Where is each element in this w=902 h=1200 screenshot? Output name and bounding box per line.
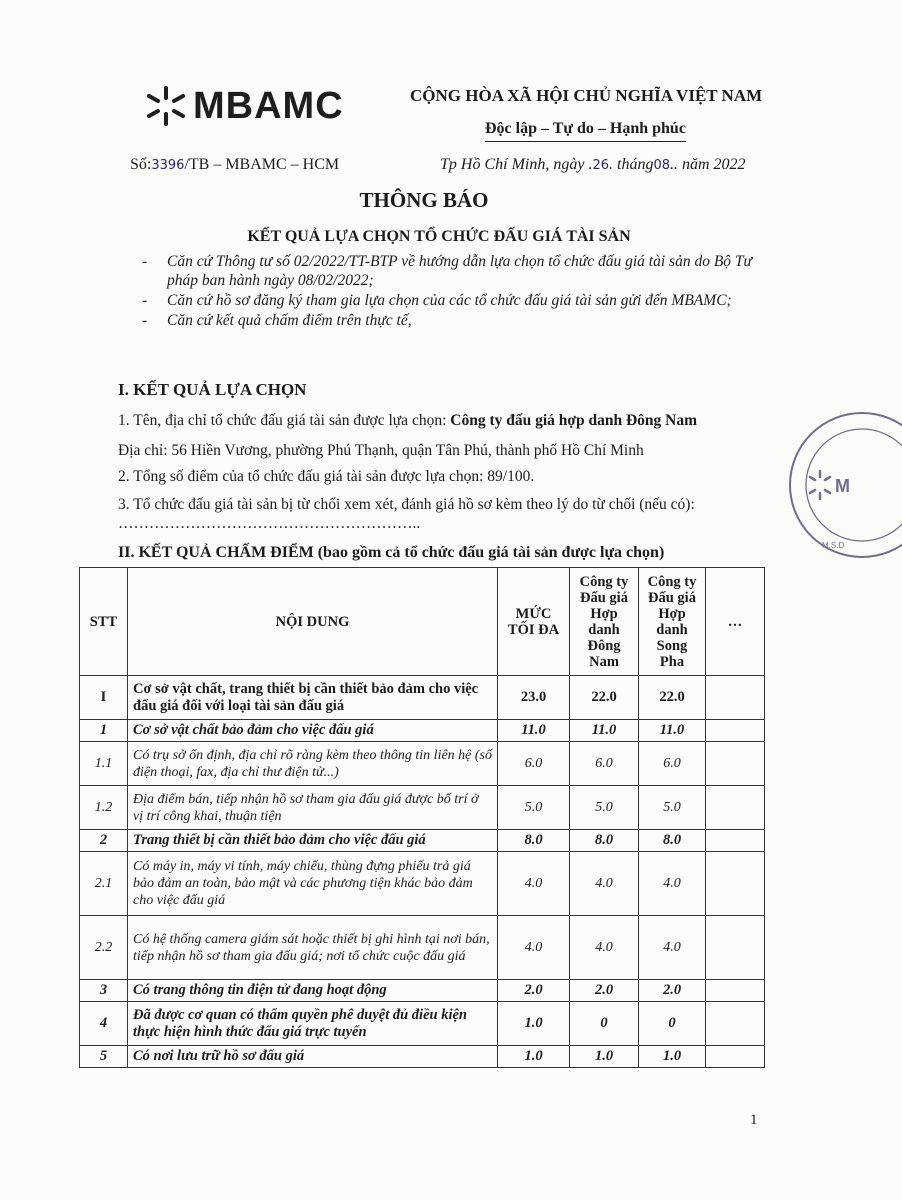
cell-more bbox=[706, 742, 765, 786]
cell-company1: 4.0 bbox=[570, 852, 639, 916]
header-stt: STT bbox=[80, 568, 128, 676]
cell-company1: 2.0 bbox=[570, 980, 639, 1002]
item1-label: 1. Tên, địa chỉ tổ chức đấu giá tài sản được lựa chọn: bbox=[118, 412, 451, 429]
legal-basis-item: - Căn cứ Thông tư số 02/2022/TT-BTP về hướng dẫn lựa chọn tổ chức đấu giá tài sản do Bộ Tư pháp ban hành ngày 08/02/2022; bbox=[140, 252, 760, 290]
organization-address: Địa chỉ: 56 Hiền Vương, phường Phú Thạnh, quận Tân Phú, thành phố Hồ Chí Minh bbox=[118, 442, 644, 459]
cell-max: 5.0 bbox=[498, 786, 570, 830]
date-month: 08 bbox=[653, 158, 670, 173]
cell-company2: 8.0 bbox=[639, 830, 706, 852]
cell-more bbox=[706, 1046, 765, 1068]
cell-more bbox=[706, 676, 765, 720]
place-prefix: Tp Hồ Chí Minh, ngày . bbox=[440, 156, 593, 173]
cell-content: Cơ sở vật chất, trang thiết bị cần thiết bảo đảm cho việc đấu giá đối với loại tài sản đấu giá bbox=[128, 676, 498, 720]
cell-company1: 6.0 bbox=[570, 742, 639, 786]
cell-max: 1.0 bbox=[498, 1002, 570, 1046]
rejected-organizations-line: 3. Tổ chức đấu giá tài sản bị từ chối xem xét, đánh giá hồ sơ kèm theo lý do từ chối (nếu có): ………………………………………………….. bbox=[118, 496, 695, 532]
cell-max: 4.0 bbox=[498, 852, 570, 916]
header-max-score: MỨC TỐI ĐA bbox=[498, 568, 570, 676]
cell-company2: 6.0 bbox=[639, 742, 706, 786]
cell-company1: 1.0 bbox=[570, 1046, 639, 1068]
table-row bbox=[80, 720, 765, 742]
total-score-line: 2. Tổng số điểm của tổ chức đấu giá tài sản được lựa chọn: 89/100. bbox=[118, 468, 535, 485]
cell-company2: 4.0 bbox=[639, 916, 706, 980]
legal-basis-item: - Căn cứ hồ sơ đăng ký tham gia lựa chọn của các tổ chức đấu giá tài sản gửi đến MBAMC; bbox=[140, 291, 760, 310]
legal-basis-list bbox=[140, 252, 760, 331]
cell-stt: I bbox=[80, 676, 128, 720]
national-title: CỘNG HÒA XÃ HỘI CHỦ NGHĨA VIỆT NAM bbox=[410, 86, 763, 105]
table-header-row bbox=[80, 568, 765, 676]
table-row bbox=[80, 742, 765, 786]
stamp-text: M.S.D bbox=[822, 541, 845, 550]
cell-max: 6.0 bbox=[498, 742, 570, 786]
cell-company2: 5.0 bbox=[639, 786, 706, 830]
cell-company2: 11.0 bbox=[639, 720, 706, 742]
doc-no-handwritten: 3396 bbox=[151, 158, 185, 173]
cell-content: Có trang thông tin điện tử đang hoạt động bbox=[128, 980, 498, 1002]
section-2-heading: II. KẾT QUẢ CHẤM ĐIỂM (bao gồm cả tổ chức đấu giá tài sản được lựa chọn) bbox=[118, 544, 665, 561]
table-row bbox=[80, 916, 765, 980]
cell-company1: 4.0 bbox=[570, 916, 639, 980]
cell-company2: 22.0 bbox=[639, 676, 706, 720]
cell-max: 23.0 bbox=[498, 676, 570, 720]
cell-more bbox=[706, 786, 765, 830]
cell-content: Trang thiết bị cần thiết bảo đảm cho việc đấu giá bbox=[128, 830, 498, 852]
doc-no-suffix: /TB – MBAMC – HCM bbox=[184, 156, 340, 173]
header-company-song-pha: Công ty Đấu giá Hợp danh Song Pha bbox=[639, 568, 706, 676]
cell-stt: 2.2 bbox=[80, 916, 128, 980]
cell-stt: 5 bbox=[80, 1046, 128, 1068]
page-number: 1 bbox=[750, 1112, 758, 1128]
cell-company1: 5.0 bbox=[570, 786, 639, 830]
cell-more bbox=[706, 1002, 765, 1046]
table-row bbox=[80, 1002, 765, 1046]
document-title: THÔNG BÁO bbox=[359, 188, 489, 212]
selected-organization-name: Công ty đấu giá hợp danh Đông Nam bbox=[450, 412, 698, 429]
cell-stt: 4 bbox=[80, 1002, 128, 1046]
table-row bbox=[80, 980, 765, 1002]
table-row bbox=[80, 830, 765, 852]
document-number bbox=[130, 156, 339, 174]
table-row bbox=[80, 852, 765, 916]
doc-no-prefix: Số: bbox=[130, 156, 152, 173]
cell-company1: 11.0 bbox=[570, 720, 639, 742]
national-motto: Độc lập – Tự do – Hạnh phúc bbox=[485, 120, 686, 137]
stamp-letter: M bbox=[835, 476, 850, 496]
table-row bbox=[80, 786, 765, 830]
document-subtitle: KẾT QUẢ LỰA CHỌN TỔ CHỨC ĐẤU GIÁ TÀI SẢN bbox=[247, 228, 631, 245]
header-company-dong-nam: Công ty Đấu giá Hợp danh Đông Nam bbox=[570, 568, 639, 676]
cell-content: Địa điểm bán, tiếp nhận hồ sơ tham gia đấu giá được bố trí ở vị trí công khai, thuận tiện bbox=[128, 786, 498, 830]
cell-stt: 2 bbox=[80, 830, 128, 852]
cell-max: 4.0 bbox=[498, 916, 570, 980]
cell-content: Cơ sở vật chất bảo đảm cho việc đấu giá bbox=[128, 720, 498, 742]
cell-company1: 22.0 bbox=[570, 676, 639, 720]
place-and-date bbox=[440, 156, 746, 174]
cell-more bbox=[706, 916, 765, 980]
cell-stt: 1.1 bbox=[80, 742, 128, 786]
header-more: … bbox=[706, 568, 765, 676]
cell-more bbox=[706, 720, 765, 742]
cell-company2: 1.0 bbox=[639, 1046, 706, 1068]
selected-organization bbox=[118, 412, 697, 430]
legal-basis-item: - Căn cứ kết quả chấm điểm trên thực tế, bbox=[140, 311, 760, 330]
month-label: . tháng bbox=[609, 156, 654, 173]
cell-content: Có nơi lưu trữ hồ sơ đấu giá bbox=[128, 1046, 498, 1068]
header-content: NỘI DUNG bbox=[128, 568, 498, 676]
table-row bbox=[80, 1046, 765, 1068]
mbamc-star-icon bbox=[145, 84, 187, 128]
cell-stt: 2.1 bbox=[80, 852, 128, 916]
cell-stt: 3 bbox=[80, 980, 128, 1002]
cell-stt: 1.2 bbox=[80, 786, 128, 830]
date-day: 26 bbox=[592, 158, 609, 173]
cell-content: Có trụ sở ổn định, địa chỉ rõ ràng kèm theo thông tin liên hệ (số điện thoại, fax, địa chỉ thư điện tử...) bbox=[128, 742, 498, 786]
score-table bbox=[79, 567, 765, 1068]
cell-company1: 0 bbox=[570, 1002, 639, 1046]
cell-more bbox=[706, 980, 765, 1002]
cell-company1: 8.0 bbox=[570, 830, 639, 852]
cell-max: 8.0 bbox=[498, 830, 570, 852]
cell-more bbox=[706, 830, 765, 852]
cell-company2: 0 bbox=[639, 1002, 706, 1046]
cell-stt: 1 bbox=[80, 720, 128, 742]
company-stamp bbox=[782, 405, 902, 565]
cell-more bbox=[706, 852, 765, 916]
cell-max: 11.0 bbox=[498, 720, 570, 742]
logo-text: MBAMC bbox=[193, 84, 344, 127]
table-row bbox=[80, 676, 765, 720]
cell-max: 2.0 bbox=[498, 980, 570, 1002]
cell-content: Đã được cơ quan có thẩm quyền phê duyệt đủ điều kiện thực hiện hình thức đấu giá trực tuyến bbox=[128, 1002, 498, 1046]
cell-content: Có hệ thống camera giám sát hoặc thiết bị ghi hình tại nơi bán, tiếp nhận hồ sơ tham gia đấu giá; nơi tổ chức cuộc đấu giá bbox=[128, 916, 498, 980]
mbamc-logo bbox=[145, 84, 344, 128]
cell-company2: 2.0 bbox=[639, 980, 706, 1002]
cell-company2: 4.0 bbox=[639, 852, 706, 916]
cell-content: Có máy in, máy vi tính, máy chiếu, thùng đựng phiếu trả giá bảo đảm an toàn, bảo mật và các phương tiện khác bảo đảm cho việc đấu giá bbox=[128, 852, 498, 916]
section-1-heading: I. KẾT QUẢ LỰA CHỌN bbox=[118, 380, 307, 399]
cell-max: 1.0 bbox=[498, 1046, 570, 1068]
year-text: .. năm 2022 bbox=[670, 156, 746, 173]
